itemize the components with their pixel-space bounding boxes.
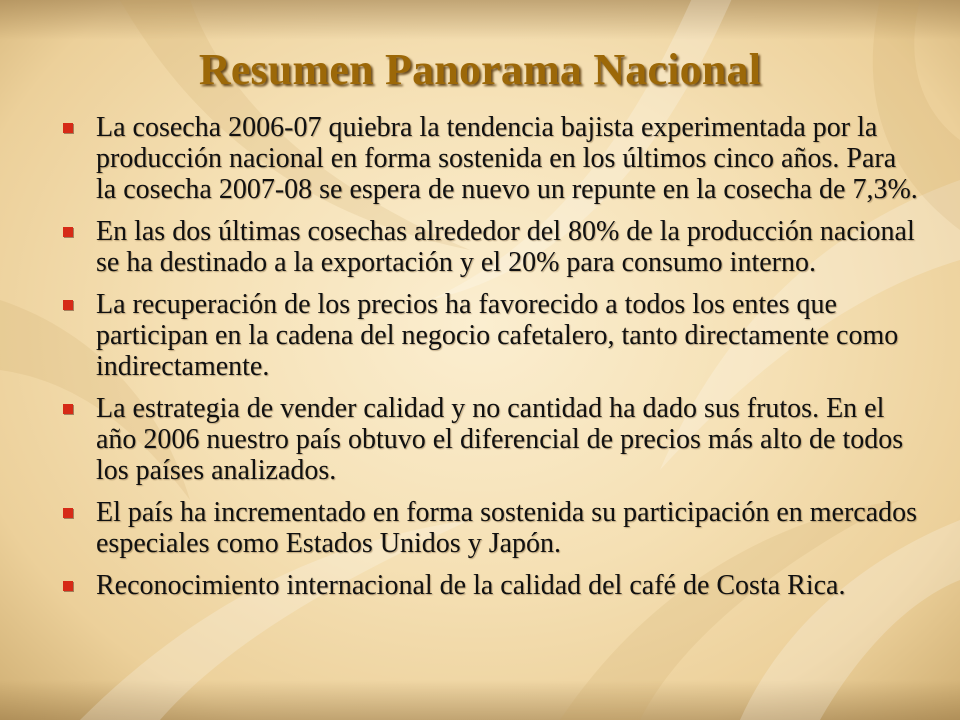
bullet-text: El país ha incrementado en forma sostenida su participación en mercados especiales como Estados Unidos y Japón. (96, 497, 918, 559)
bullet-text: La cosecha 2006-07 quiebra la tendencia bajista experimentada por la producción nacional en forma sostenida en los últimos cinco años. Para la cosecha 2007-08 se espera de nuevo un repunte en la cosecha de 7,3%. (96, 112, 918, 205)
bullet-item (60, 112, 920, 205)
bullet-item (60, 497, 920, 559)
square-bullet-icon (63, 508, 73, 518)
bullet-item (60, 570, 920, 601)
bullet-text: Reconocimiento internacional de la calidad del café de Costa Rica. (96, 570, 846, 601)
square-bullet-icon (63, 227, 73, 237)
slide-title: Resumen Panorama Nacional (198, 45, 762, 94)
bullet-list (60, 112, 920, 612)
bullet-text: La recuperación de los precios ha favorecido a todos los entes que participan en la cadena del negocio cafetalero, tanto directamente como indirectamente. (96, 289, 899, 382)
bullet-text: En las dos últimas cosechas alrededor del 80% de la producción nacional se ha destinado a la exportación y el 20% para consumo interno. (96, 216, 915, 278)
bullet-item (60, 393, 920, 486)
square-bullet-icon (63, 123, 73, 133)
square-bullet-icon (63, 404, 73, 414)
bullet-item (60, 216, 920, 278)
bullet-text: La estrategia de vender calidad y no cantidad ha dado sus frutos. En el año 2006 nuestro país obtuvo el diferencial de precios más alto de todos los países analizados. (96, 393, 904, 486)
bullet-item (60, 289, 920, 382)
square-bullet-icon (63, 581, 73, 591)
square-bullet-icon (63, 300, 73, 310)
